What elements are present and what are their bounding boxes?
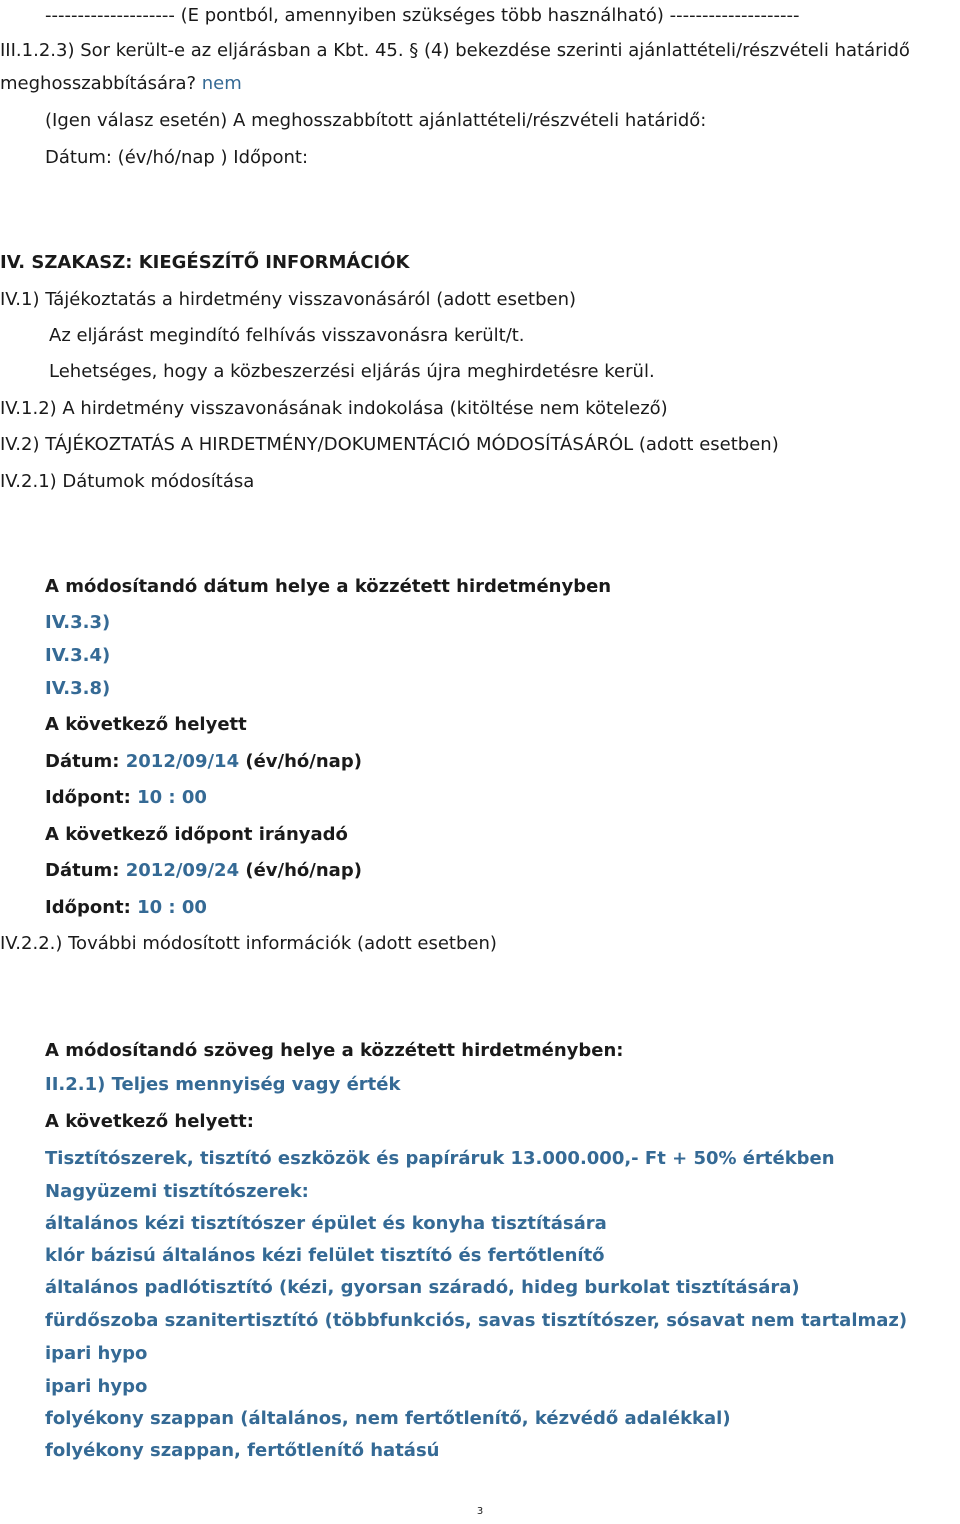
question-deadline-extension-cont [0, 72, 242, 96]
text-instead-label: A következő helyett: [45, 1111, 254, 1132]
answer-value: nem [201, 73, 242, 94]
iv1-option-2: Lehetséges, hogy a közbeszerzési eljárás újra meghirdetésre kerül. [49, 361, 655, 382]
question-deadline-extension-line2: meghosszabbítására? [0, 73, 197, 94]
old-date-line [45, 750, 362, 774]
iv22-line: IV.2.2.) További módosított információk (adott esetben) [0, 933, 497, 954]
text-line: Nagyüzemi tisztítószerek: [45, 1181, 309, 1202]
separator-line: -------------------- (E pontból, amennyiben szükséges több használható) -------------------- [45, 5, 800, 26]
text-line: klór bázisú általános kézi felület tisztító és fertőtlenítő [45, 1245, 605, 1266]
text-line: Tisztítószerek, tisztító eszközök és papíráruk 13.000.000,- Ft + 50% értékben [45, 1148, 835, 1169]
section-heading: IV. SZAKASZ: KIEGÉSZÍTŐ INFORMÁCIÓK [0, 252, 410, 273]
old-time-value: 10 : 00 [137, 787, 207, 808]
old-date-label: Dátum: [45, 751, 120, 772]
question-deadline-extension: III.1.2.3) Sor került-e az eljárásban a Kbt. 45. § (4) bekezdése szerinti ajánlattételi/részvételi határidő [0, 40, 910, 61]
date-time-line: Dátum: (év/hó/nap ) Időpont: [45, 147, 309, 168]
new-date-value: 2012/09/24 [125, 860, 240, 881]
date-place-item: IV.3.3) [45, 612, 111, 633]
new-time-line [45, 896, 207, 920]
page-number: 3 [476, 1506, 484, 1517]
old-time-label: Időpont: [45, 787, 131, 808]
text-line: ipari hypo [45, 1376, 148, 1397]
new-date-line [45, 859, 362, 883]
text-place-value: II.2.1) Teljes mennyiség vagy érték [45, 1074, 401, 1095]
instead-label: A következő helyett [45, 714, 247, 735]
old-date-value: 2012/09/14 [125, 751, 240, 772]
old-date-format: (év/hó/nap) [245, 751, 362, 772]
text-place-label: A módosítandó szöveg helye a közzétett hirdetményben: [45, 1040, 624, 1061]
iv21-line: IV.2.1) Dátumok módosítása [0, 471, 255, 492]
date-place-item: IV.3.4) [45, 645, 111, 666]
date-place-item: IV.3.8) [45, 678, 111, 699]
text-line: általános kézi tisztítószer épület és konyha tisztítására [45, 1213, 607, 1234]
iv12-line: IV.1.2) A hirdetmény visszavonásának indokolása (kitöltése nem kötelező) [0, 398, 668, 419]
iv1-title: IV.1) Tájékoztatás a hirdetmény visszavonásáról (adott esetben) [0, 289, 577, 310]
iv1-option-1: Az eljárást megindító felhívás visszavonásra került/t. [49, 325, 525, 346]
new-time-value: 10 : 00 [137, 897, 207, 918]
text-line: általános padlótisztító (kézi, gyorsan száradó, hideg burkolat tisztítására) [45, 1277, 800, 1298]
date-place-label: A módosítandó dátum helye a közzétett hirdetményben [45, 576, 612, 597]
text-line: folyékony szappan (általános, nem fertőtlenítő, kézvédő adalékkal) [45, 1408, 731, 1429]
extended-deadline-label: (Igen válasz esetén) A meghosszabbított ajánlattételi/részvételi határidő: [45, 110, 707, 131]
text-line: folyékony szappan, fertőtlenítő hatású [45, 1440, 440, 1461]
old-time-line [45, 786, 207, 810]
text-line: ipari hypo [45, 1343, 148, 1364]
new-time-label: Időpont: [45, 897, 131, 918]
text-line: fürdőszoba szanitertisztító (többfunkciós, savas tisztítószer, sósavat nem tartalmaz) [45, 1310, 908, 1331]
iv2-line: IV.2) TÁJÉKOZTATÁS A HIRDETMÉNY/DOKUMENTÁCIÓ MÓDOSÍTÁSÁRÓL (adott esetben) [0, 434, 779, 455]
new-date-label: Dátum: [45, 860, 120, 881]
applies-label: A következő időpont irányadó [45, 824, 348, 845]
new-date-format: (év/hó/nap) [245, 860, 362, 881]
